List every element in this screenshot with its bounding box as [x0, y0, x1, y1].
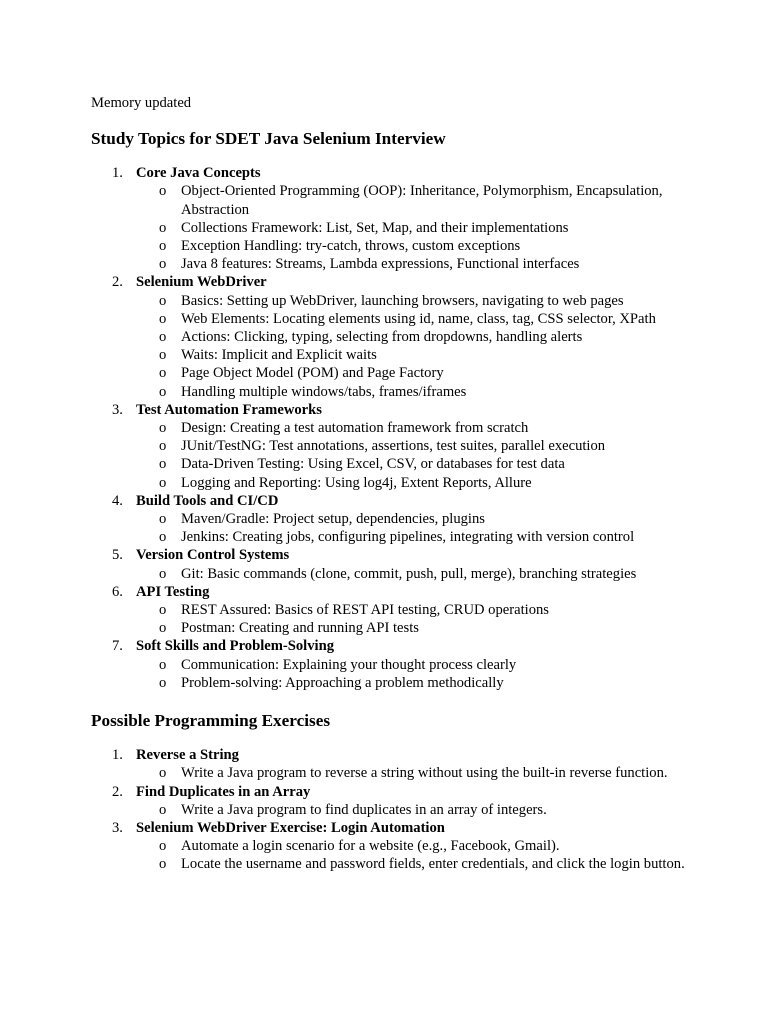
sub-list-item — [136, 510, 691, 528]
sub-item-text: Collections Framework: List, Set, Map, and their implementations — [181, 219, 569, 236]
memory-note: Memory updated — [91, 95, 192, 111]
sub-list — [136, 656, 691, 692]
sub-list — [136, 292, 691, 401]
bullet-icon: o — [159, 456, 167, 473]
exercises-list — [91, 746, 691, 873]
bullet-icon: o — [159, 656, 167, 673]
sub-item-text: Basics: Setting up WebDriver, launching browsers, navigating to web pages — [181, 292, 624, 309]
list-item-title: Reverse a String — [136, 747, 239, 764]
sub-list-item — [136, 455, 691, 473]
bullet-icon: o — [159, 238, 167, 255]
sub-list-item — [136, 437, 691, 455]
bullet-icon: o — [159, 329, 167, 346]
bullet-icon: o — [159, 383, 167, 400]
list-item-title: Test Automation Frameworks — [136, 401, 322, 418]
bullet-icon: o — [159, 620, 167, 637]
sub-item-text: Postman: Creating and running API tests — [181, 620, 419, 637]
sub-item-text: JUnit/TestNG: Test annotations, assertions, test suites, parallel execution — [181, 438, 606, 455]
list-item-number: 1. — [112, 165, 123, 182]
bullet-icon: o — [159, 438, 167, 455]
list-item — [91, 637, 691, 692]
section-title-exercises: Possible Programming Exercises — [91, 711, 331, 731]
sub-item-text: Page Object Model (POM) and Page Factory — [181, 365, 444, 382]
sub-list-item — [136, 528, 691, 546]
sub-list-item — [136, 182, 691, 218]
list-item — [91, 783, 691, 819]
bullet-icon: o — [159, 310, 167, 327]
bullet-icon: o — [159, 474, 167, 491]
sub-list-item — [136, 565, 691, 583]
sub-list-item — [136, 310, 691, 328]
document-content — [91, 94, 691, 874]
sub-list-item — [136, 619, 691, 637]
bullet-icon: o — [159, 674, 167, 691]
sub-list — [136, 837, 691, 873]
list-item — [91, 583, 691, 638]
sub-list — [136, 601, 691, 637]
bullet-icon: o — [159, 856, 167, 873]
sub-item-text: Problem-solving: Approaching a problem methodically — [181, 674, 504, 691]
bullet-icon: o — [159, 602, 167, 619]
sub-item-text: Waits: Implicit and Explicit waits — [181, 347, 377, 364]
sub-item-text: Write a Java program to find duplicates in an array of integers. — [181, 801, 547, 818]
bullet-icon: o — [159, 292, 167, 309]
sub-item-text: Automate a login scenario for a website (e.g., Facebook, Gmail). — [181, 838, 560, 855]
sub-list-item — [136, 474, 691, 492]
sub-item-text: Maven/Gradle: Project setup, dependencies, plugins — [181, 511, 485, 528]
list-item — [91, 819, 691, 874]
sub-item-text: Locate the username and password fields, enter credentials, and click the login button. — [181, 856, 685, 873]
sub-list-item — [136, 219, 691, 237]
list-item-title: Version Control Systems — [136, 547, 290, 564]
sub-list — [136, 801, 691, 819]
sub-item-text: Jenkins: Creating jobs, configuring pipelines, integrating with version control — [181, 529, 635, 546]
bullet-icon: o — [159, 183, 167, 200]
bullet-icon: o — [159, 347, 167, 364]
list-item-number: 2. — [112, 274, 123, 291]
sub-list-item — [136, 855, 691, 873]
sub-item-text: Web Elements: Locating elements using id, name, class, tag, CSS selector, XPath — [181, 310, 656, 327]
sub-list-item — [136, 656, 691, 674]
sub-list-item — [136, 346, 691, 364]
list-item-title: Find Duplicates in an Array — [136, 783, 311, 800]
bullet-icon: o — [159, 365, 167, 382]
sub-list-item — [136, 419, 691, 437]
bullet-icon: o — [159, 565, 167, 582]
list-item-number: 3. — [112, 819, 123, 836]
list-item-title: Soft Skills and Problem-Solving — [136, 638, 335, 655]
sub-item-text: Logging and Reporting: Using log4j, Extent Reports, Allure — [181, 474, 532, 491]
section-title-study-topics: Study Topics for SDET Java Selenium Interview — [91, 129, 446, 149]
sub-item-text: Git: Basic commands (clone, commit, push, pull, merge), branching strategies — [181, 565, 637, 582]
sub-list — [136, 764, 691, 782]
list-item — [91, 401, 691, 492]
sub-item-text: Handling multiple windows/tabs, frames/iframes — [181, 383, 467, 400]
bullet-icon: o — [159, 801, 167, 818]
list-item — [91, 546, 691, 582]
list-item-title: Build Tools and CI/CD — [136, 492, 279, 509]
bullet-icon: o — [159, 420, 167, 437]
sub-item-text: Exception Handling: try-catch, throws, custom exceptions — [181, 238, 521, 255]
sub-list-item — [136, 801, 691, 819]
bullet-icon: o — [159, 529, 167, 546]
list-item-number: 7. — [112, 638, 123, 655]
sub-list — [136, 182, 691, 273]
list-item-number: 1. — [112, 747, 123, 764]
sub-item-text: Data-Driven Testing: Using Excel, CSV, or databases for test data — [181, 456, 565, 473]
sub-item-text: Object-Oriented Programming (OOP): Inheritance, Polymorphism, Encapsulation, Abstraction — [181, 183, 663, 218]
sub-list-item — [136, 601, 691, 619]
sub-list-item — [136, 764, 691, 782]
sub-list-item — [136, 255, 691, 273]
sub-item-text: REST Assured: Basics of REST API testing, CRUD operations — [181, 602, 549, 619]
bullet-icon: o — [159, 765, 167, 782]
sub-list-item — [136, 674, 691, 692]
sub-list — [136, 510, 691, 546]
bullet-icon: o — [159, 838, 167, 855]
list-item-title: Selenium WebDriver — [136, 274, 267, 291]
list-item-number: 4. — [112, 492, 123, 509]
list-item — [91, 273, 691, 400]
list-item — [91, 492, 691, 547]
sub-item-text: Communication: Explaining your thought process clearly — [181, 656, 517, 673]
list-item-title: Selenium WebDriver Exercise: Login Automation — [136, 819, 445, 836]
sub-item-text: Design: Creating a test automation framework from scratch — [181, 420, 529, 437]
sub-list-item — [136, 292, 691, 310]
bullet-icon: o — [159, 219, 167, 236]
list-item-number: 3. — [112, 401, 123, 418]
list-item — [91, 164, 691, 273]
sub-list-item — [136, 383, 691, 401]
bullet-icon: o — [159, 256, 167, 273]
sub-list-item — [136, 237, 691, 255]
list-item-number: 5. — [112, 547, 123, 564]
sub-list — [136, 565, 691, 583]
study-topics-list — [91, 164, 691, 692]
sub-list-item — [136, 364, 691, 382]
list-item-title: Core Java Concepts — [136, 165, 261, 182]
list-item — [91, 746, 691, 782]
list-item-number: 2. — [112, 783, 123, 800]
sub-list-item — [136, 837, 691, 855]
bullet-icon: o — [159, 511, 167, 528]
sub-list — [136, 419, 691, 492]
list-item-number: 6. — [112, 583, 123, 600]
list-item-title: API Testing — [136, 583, 210, 600]
sub-list-item — [136, 328, 691, 346]
sub-item-text: Java 8 features: Streams, Lambda expressions, Functional interfaces — [181, 256, 580, 273]
sub-item-text: Actions: Clicking, typing, selecting from dropdowns, handling alerts — [181, 329, 583, 346]
sub-item-text: Write a Java program to reverse a string without using the built-in reverse function. — [181, 765, 668, 782]
